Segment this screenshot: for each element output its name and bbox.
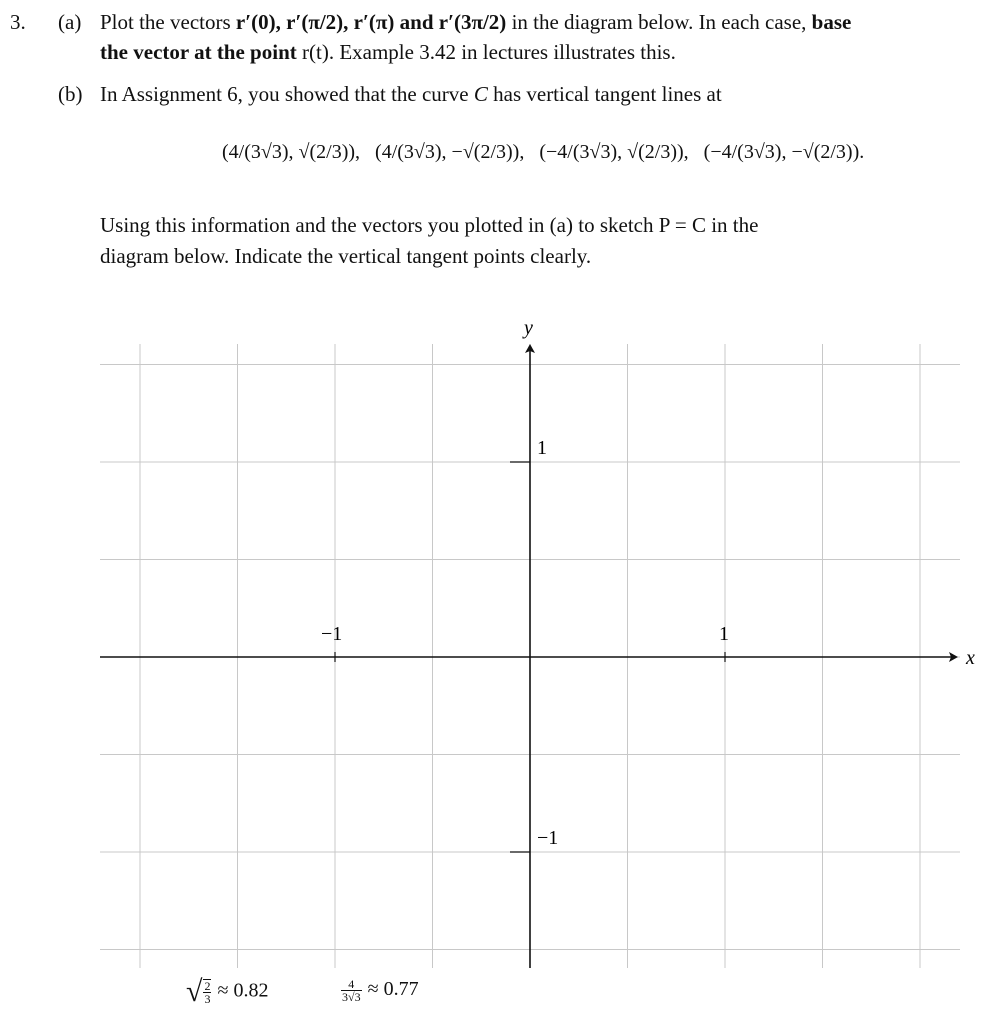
point-2: (4/(3√3), −√(2/3)) (375, 141, 520, 163)
footnote-four-over-three-root-three: $\frac{4}{3√3}$ ≈ 0.77 (342, 976, 419, 1004)
part-b-label: (b) (58, 82, 83, 106)
part-b-line-2: Using this information and the vectors you plotted in (a) to sketch P = C in the (100, 213, 759, 237)
tick-label-x-pos: 1 (719, 623, 729, 645)
question-number: 3. (10, 10, 26, 34)
part-a-line-2: the vector at the point r(t). Example 3.42 in lectures illustrates this. (100, 40, 676, 64)
point-4: (−4/(3√3), −√(2/3)) (703, 141, 860, 163)
part-a-label: (a) (58, 10, 82, 34)
y-axis-label: y (524, 317, 533, 339)
tick-label-x-neg: −1 (321, 623, 343, 645)
vertical-tangent-points: (4/(3√3), √(2/3)), (4/(3√3), −√(2/3)), (−4/(3√3), √(2/3)), (−4/(3√3), −√(2/3)). (222, 141, 865, 163)
fraction-four-over-three-root-three: $\frac{4}{3√3}$ (342, 976, 361, 1004)
x-axis-label: x (966, 647, 975, 669)
axes (100, 344, 958, 968)
part-b-line-3: diagram below. Indicate the vertical tangent points clearly. (100, 244, 592, 268)
point-1: (4/(3√3), √(2/3)) (222, 141, 356, 163)
sqrt-two-thirds: √ $\frac{2}{3}$ (186, 975, 211, 1008)
footnote-sqrt-two-thirds: √ $\frac{2}{3}$ ≈ 0.82 (186, 975, 269, 1008)
part-b-line-1: In Assignment 6, you showed that the curve C has vertical tangent lines at (100, 82, 722, 106)
point-3: (−4/(3√3), √(2/3)) (539, 141, 684, 163)
tick-label-y-pos: 1 (537, 437, 547, 459)
part-a-line-1: Plot the vectors r′(0), r′(π/2), r′(π) and r′(3π/2) in the diagram below. In each case, base (100, 10, 852, 34)
part-a-vectors: r′(0), r′(π/2), r′(π) and r′(3π/2) (235, 10, 507, 34)
tick-label-y-neg: −1 (537, 827, 559, 849)
